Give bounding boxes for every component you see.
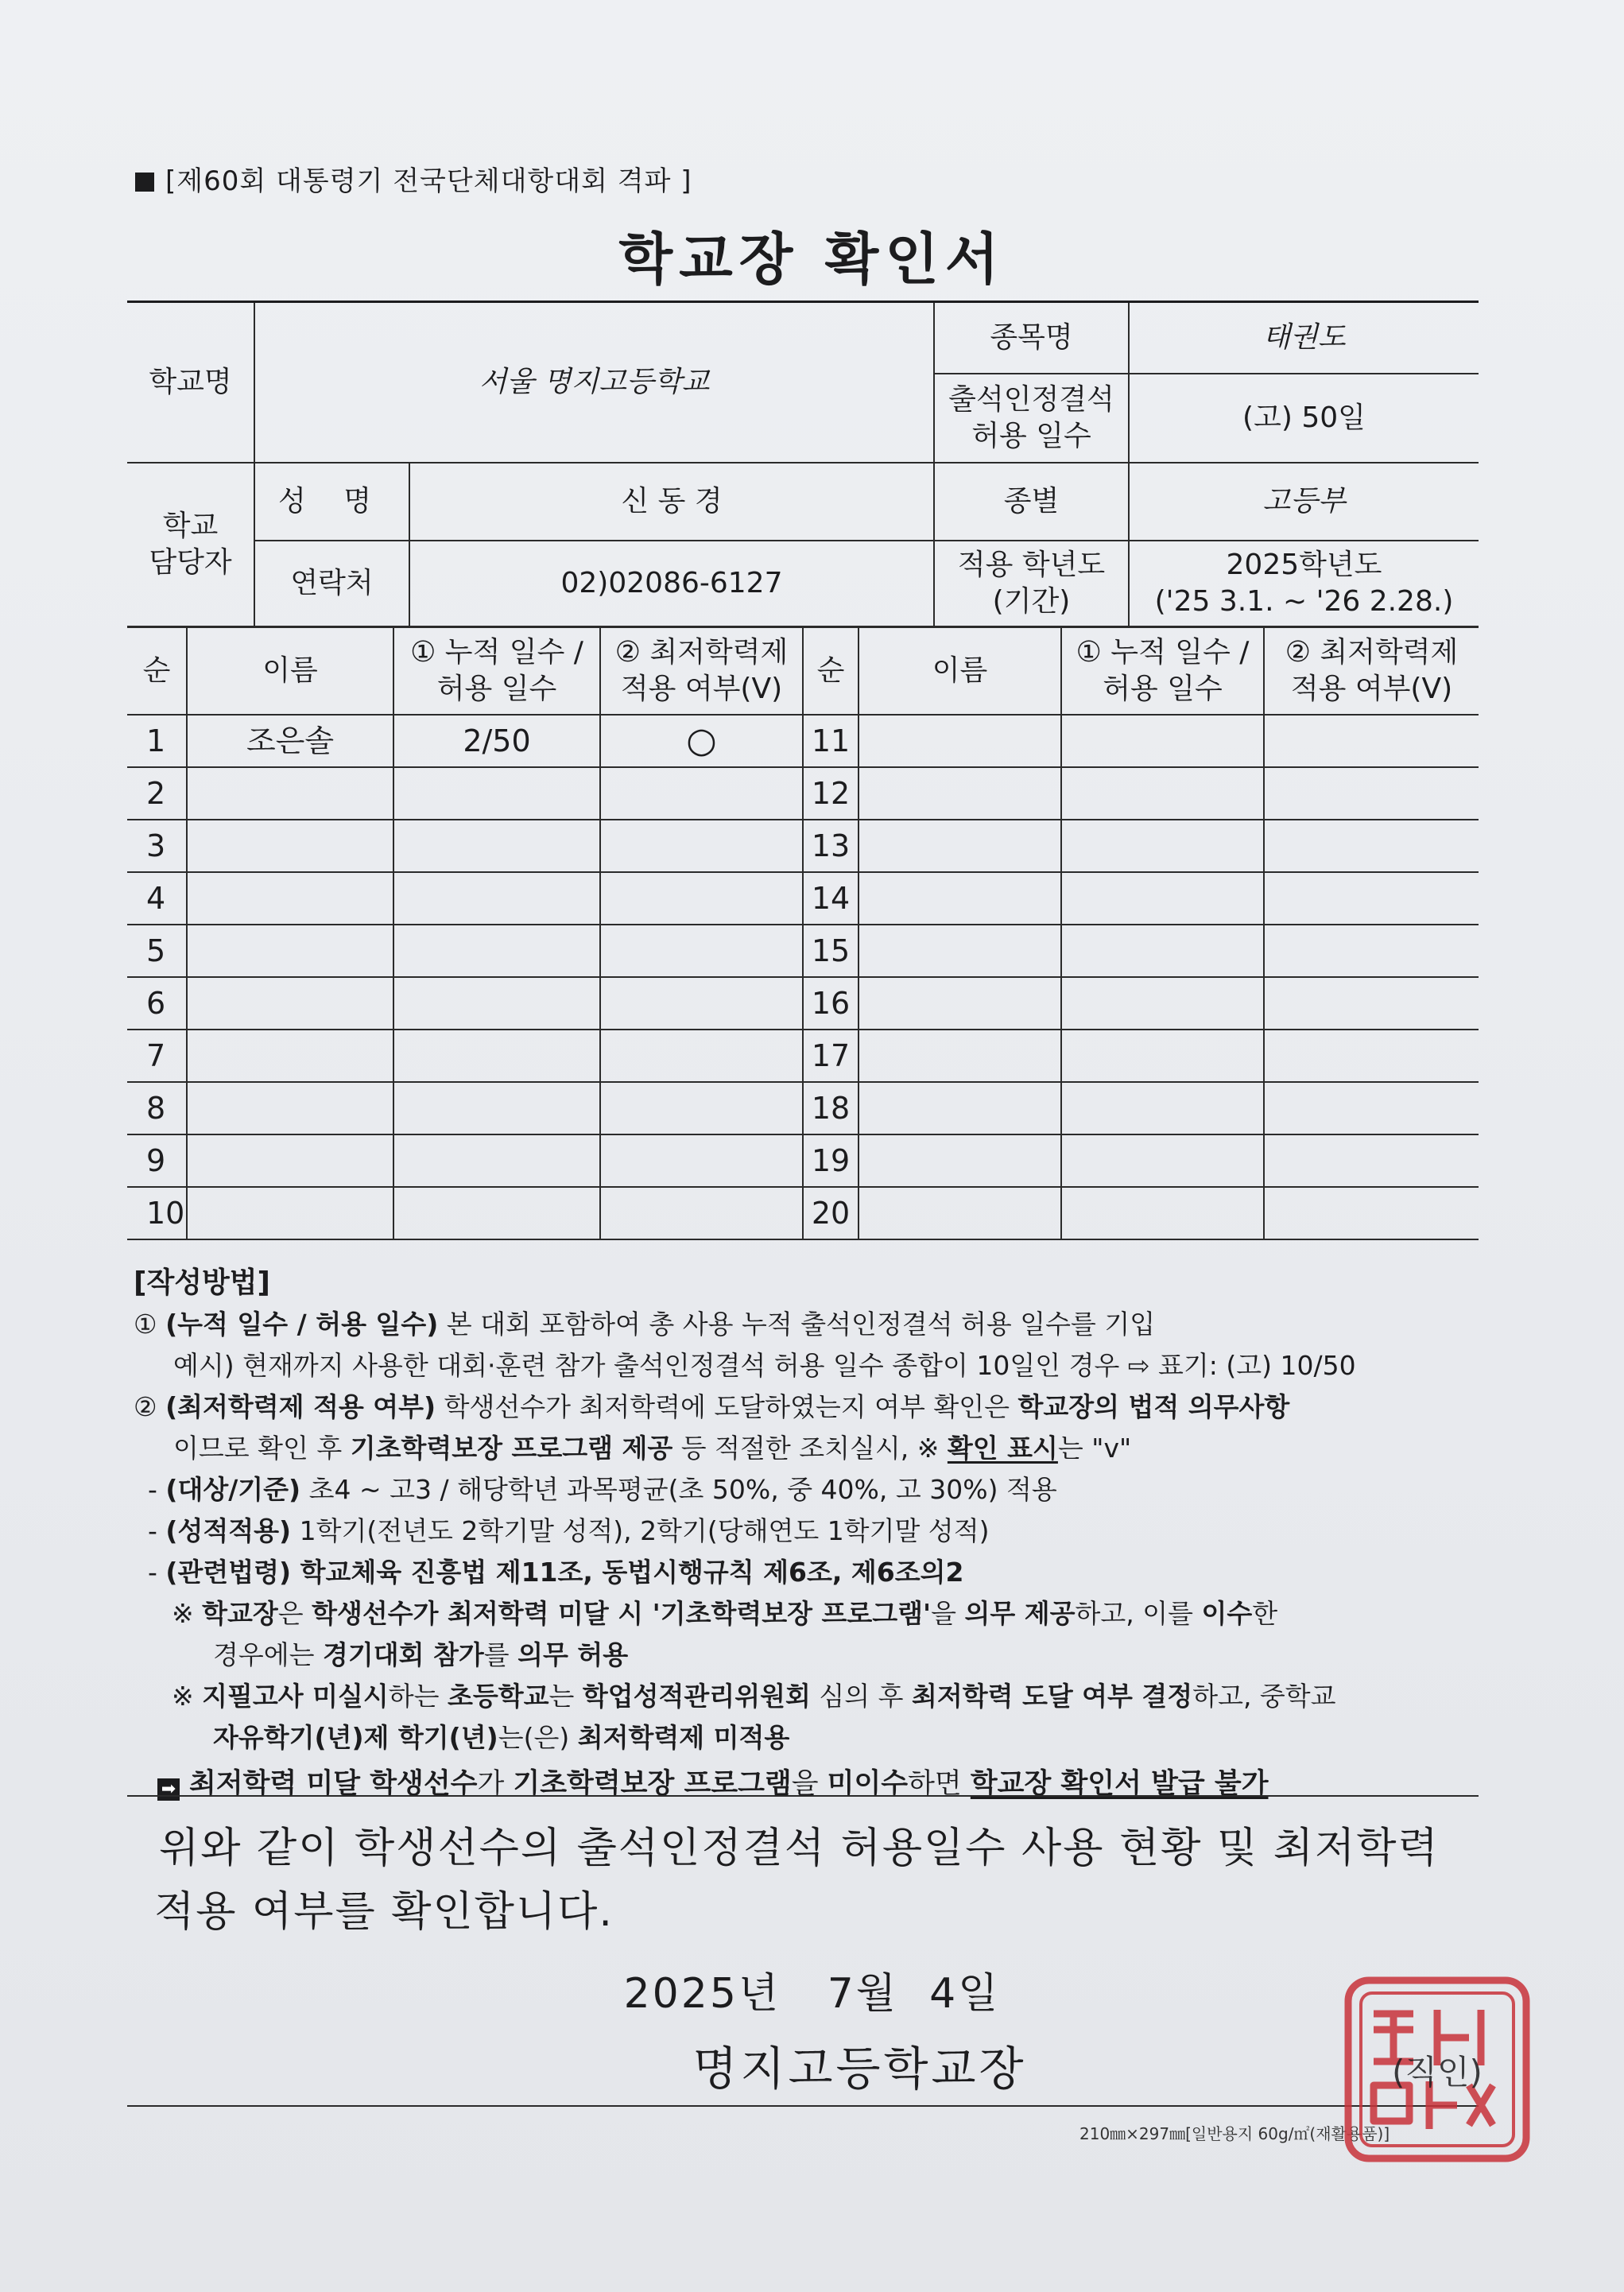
order-header: 순	[127, 627, 187, 715]
name-header-right: 이름	[859, 627, 1061, 715]
confirmation-text: 위와 같이 학생선수의 출석인정결석 허용일수 사용 현황 및 최저학력 적용 여부를 확인합니다.	[154, 1825, 1440, 1936]
year-value: 2025학년도 ('25 3.1. ~ '26 2.28.)	[1129, 541, 1479, 626]
contact-label: 학교 담당자	[127, 463, 254, 626]
min-header-right: ② 최저학력제 적용 여부(V)	[1264, 627, 1479, 715]
table-row: 5 15	[127, 925, 1479, 977]
table-row: 6 16	[127, 977, 1479, 1030]
instructions-title: [작성방법]	[134, 1266, 271, 1299]
event-label: 종목명	[934, 302, 1129, 374]
instruction-line: - (대상/기준) 초4 ~ 고3 / 해당학년 과목평균(초 50%, 중 40%, 고 30%) 적용	[148, 1474, 1057, 1505]
table-row: 7 17	[127, 1030, 1479, 1082]
phone-value: 02)02086-6127	[409, 541, 934, 626]
order-header-right: 순	[803, 627, 859, 715]
instruction-line: ① (누적 일수 / 허용 일수) 본 대회 포함하여 총 사용 누적 출석인정결석 허용 일수를 기입	[134, 1309, 1156, 1340]
instruction-line: ※ 학교장은 학생선수가 최저학력 미달 시 '기초학력보장 프로그램'을 의무 제공하고, 이를 이수한	[172, 1598, 1278, 1629]
students-table	[127, 626, 1479, 1240]
event-value: 태권도	[1129, 302, 1479, 374]
issue-date: 2025년 7월 4일	[623, 1970, 1001, 2018]
phone-label: 연락처	[254, 541, 409, 626]
name-label: 성 명	[254, 463, 409, 541]
table-row: 2 12	[127, 767, 1479, 820]
instruction-line: 자유학기(년)제 학기(년)는(은) 최저학력제 미적용	[213, 1722, 790, 1753]
official-seal	[1342, 1974, 1533, 2168]
division-value: 고등부	[1129, 463, 1479, 541]
instruction-line: 예시) 현재까지 사용한 대회·훈련 참가 출석인정결석 허용 일수 종합이 10일인 경우 ⇨ 표기: (고) 10/50	[173, 1350, 1356, 1381]
instruction-line: ➡ 최저학력 미달 학생선수가 기초학력보장 프로그램을 미이수하면 학교장 확인서 발급 불가	[134, 1763, 1485, 1805]
instruction-line: - (성적적용) 1학기(전년도 2학기말 성적), 2학기(당해연도 1학기말 성적)	[148, 1515, 990, 1546]
instruction-line: 이므로 확인 후 기초학력보장 프로그램 제공 등 적절한 조치실시, ※ 확인 표시는 "v"	[173, 1433, 1132, 1464]
arrow-box-icon: ➡	[157, 1778, 180, 1801]
school-value: 서울 명지고등학교	[254, 302, 934, 463]
event-header: [제60회 대통령기 전국단체대항대회 격파 ]	[135, 159, 692, 198]
table-row: 9 19	[127, 1134, 1479, 1187]
allowed-days-label: 출석인정결석 허용 일수	[934, 374, 1129, 463]
instruction-line: 경우에는 경기대회 참가를 의무 허용	[213, 1639, 629, 1670]
svg-text:(직인): (직인)	[1392, 2053, 1483, 2092]
division-label: 종별	[934, 463, 1129, 541]
divider	[127, 2105, 1479, 2107]
name-header: 이름	[187, 627, 393, 715]
instruction-line: ※ 지필고사 미실시하는 초등학교는 학업성적관리위원회 심의 후 최저학력 도달 여부 결정하고, 중학교	[172, 1681, 1336, 1712]
students-header-row	[127, 627, 1479, 715]
instruction-line: - (관련법령) 학교체육 진흥법 제11조, 동법시행규칙 제6조, 제6조의2	[148, 1557, 964, 1588]
min-header: ② 최저학력제 적용 여부(V)	[600, 627, 803, 715]
name-value: 신 동 경	[409, 463, 934, 541]
table-row: 8 18	[127, 1082, 1479, 1134]
table-row: 1 조은솔 2/50 ○ 11	[127, 715, 1479, 767]
square-bullet-icon	[135, 173, 154, 192]
days-header-right: ① 누적 일수 / 허용 일수	[1061, 627, 1264, 715]
page-title: 학교장 확인서	[618, 227, 1006, 292]
paper-spec: 210㎜×297㎜[일반용지 60g/㎡(재활용품)]	[1079, 2124, 1390, 2143]
principal-signature: 명지고등학교장	[692, 2042, 1027, 2096]
seal-icon	[1342, 1974, 1533, 2165]
year-label: 적용 학년도 (기간)	[934, 541, 1129, 626]
table-row: 4 14	[127, 872, 1479, 925]
school-label: 학교명	[127, 302, 254, 463]
table-row: 10 20	[127, 1187, 1479, 1239]
instruction-line: ② (최저학력제 적용 여부) 학생선수가 최저학력에 도달하였는지 여부 확인은 학교장의 법적 의무사항	[134, 1391, 1290, 1422]
instructions	[134, 1262, 1485, 1805]
allowed-days-value: (고) 50일	[1129, 374, 1479, 463]
table-row: 3 13	[127, 820, 1479, 872]
info-table	[127, 301, 1479, 627]
days-header: ① 누적 일수 / 허용 일수	[393, 627, 600, 715]
divider	[127, 1795, 1479, 1797]
